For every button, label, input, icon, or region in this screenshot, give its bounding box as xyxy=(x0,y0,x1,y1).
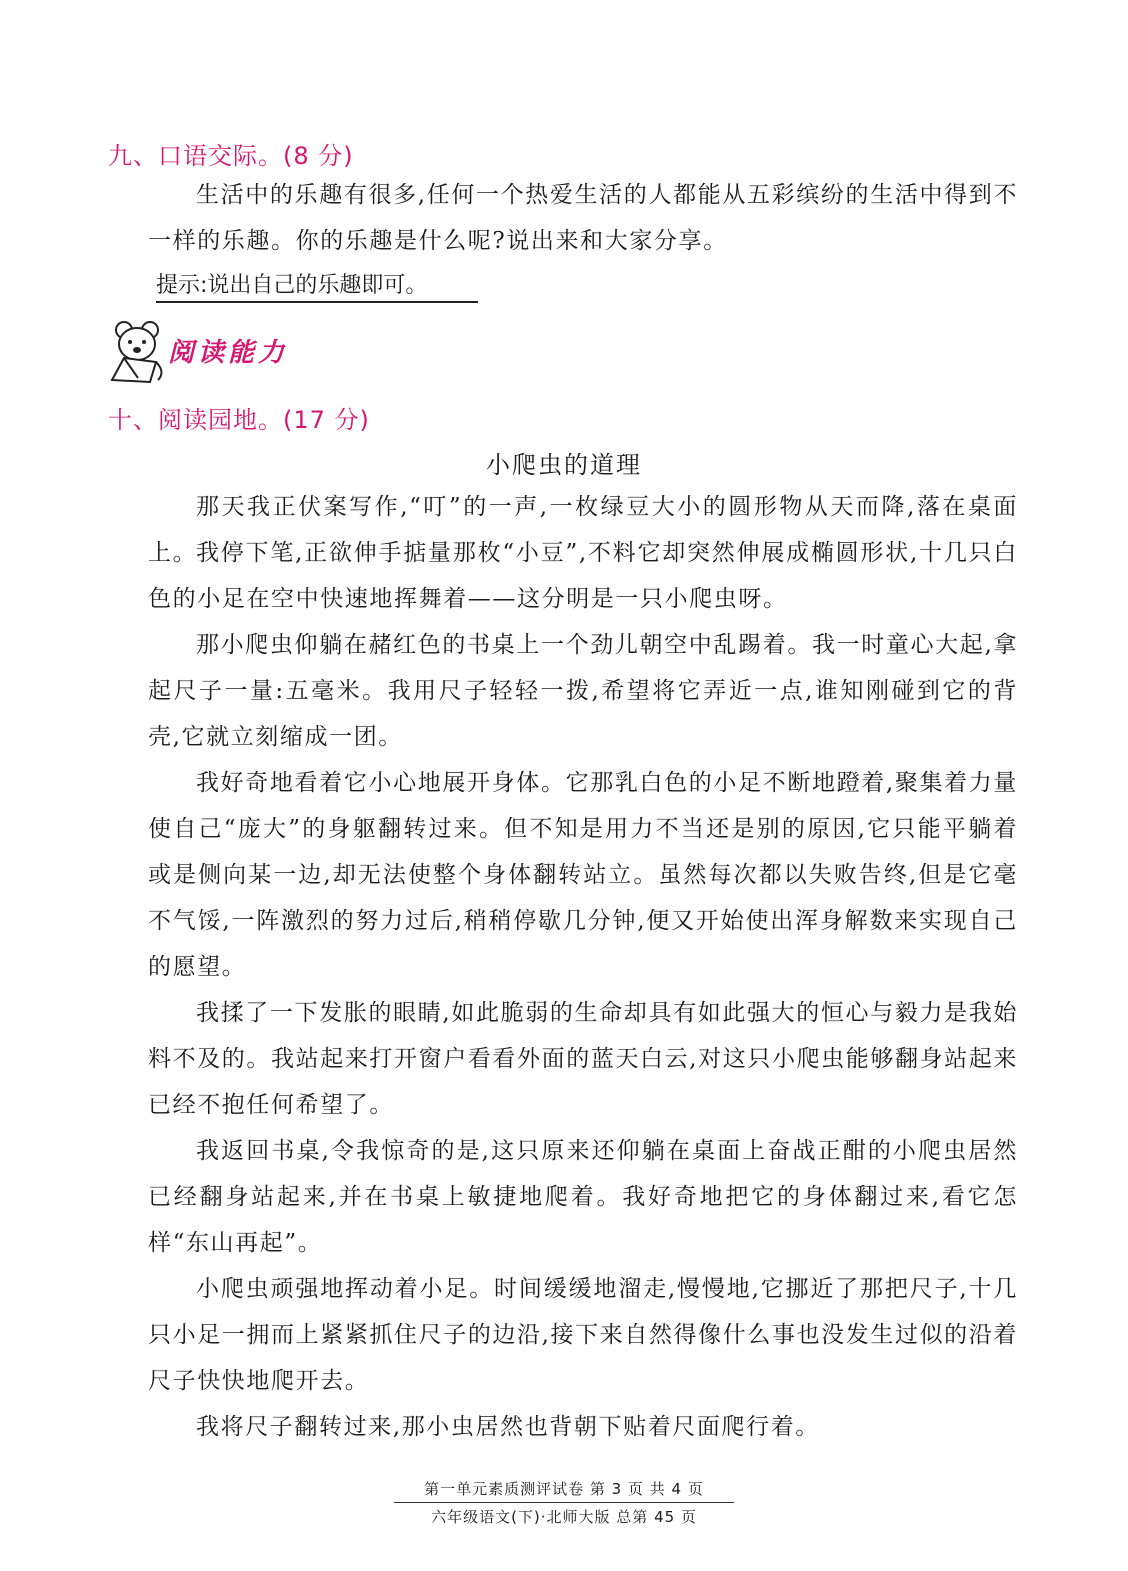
story-paragraph: 我返回书桌,令我惊奇的是,这只原来还仰躺在桌面上奋战正酣的小爬虫居然已经翻身站起来,并在书桌上敏捷地爬着。我好奇地把它的身体翻过来,看它怎样“东山再起”。 xyxy=(148,1138,1018,1256)
story-title: 小爬虫的道理 xyxy=(486,451,642,479)
section-9-tip: 提示:说出自己的乐趣即可。 xyxy=(156,268,478,303)
reading-banner-title: 阅读能力 xyxy=(168,338,289,368)
section-9-prompt: 生活中的乐趣有很多,任何一个热爱生活的人都能从五彩缤纷的生活中得到不一样的乐趣。你的乐趣是什么呢?说出来和大家分享。 xyxy=(148,182,1018,254)
story-paragraph: 我好奇地看着它小心地展开身体。它那乳白色的小足不断地蹬着,聚集着力量使自己“庞大”的身躯翻转过来。但不知是用力不当还是别的原因,它只能平躺着或是侧向某一边,却无法使整个身体翻转站立。虽然每次都以失败告终,但是它毫不气馁,一阵激烈的努力过后,稍稍停歇几分钟,便又开始使出浑身解数来实现自己的愿望。 xyxy=(148,770,1018,980)
story-paragraph: 我将尺子翻转过来,那小虫居然也背朝下贴着尺面爬行着。 xyxy=(196,1414,820,1440)
footer-book-info: 六年级语文(下)·北师大版 总第 45 页 xyxy=(431,1508,697,1526)
section-10-title: 十、阅读园地。(17 分) xyxy=(108,406,370,434)
section-9-title: 九、口语交际。(8 分) xyxy=(108,142,354,170)
story-paragraph: 那天我正伏案写作,“叮”的一声,一枚绿豆大小的圆形物从天而降,落在桌面上。 xyxy=(148,494,1018,566)
footer-page-info: 第一单元素质测评试卷 第 3 页 共 4 页 xyxy=(394,1478,734,1503)
story-paragraph: 我停下笔,正欲伸手掂量那枚“小豆”,不料它却突然伸展成椭圆形状,十几只白色的小足在空中快速地挥舞着——这分明是一只小爬虫呀。 xyxy=(148,540,1018,612)
story-paragraph: 小爬虫顽强地挥动着小足。时间缓缓地溜走,慢慢地,它挪近了那把尺子,十几只小足一拥而上紧紧抓住尺子的边沿,接下来自然得像什么事也没发生过似的沿着尺子快快地爬开去。 xyxy=(148,1276,1018,1394)
story-paragraph: 我揉了一下发胀的眼睛,如此脆弱的生命却具有如此强大的恒心与毅力是我始料不及的。我站起来打开窗户看看外面的蓝天白云,对这只小爬虫能够翻身站起来已经不抱任何希望了。 xyxy=(148,1000,1018,1118)
story-paragraph: 那小爬虫仰躺在赭红色的书桌上一个劲儿朝空中乱踢着。我一时童心大起,拿起尺子一量:五毫米。我用尺子轻轻一拨,希望将它弄近一点,谁知刚碰到它的背壳,它就立刻缩成一团。 xyxy=(148,632,1018,750)
bear-reading-icon xyxy=(112,322,162,382)
